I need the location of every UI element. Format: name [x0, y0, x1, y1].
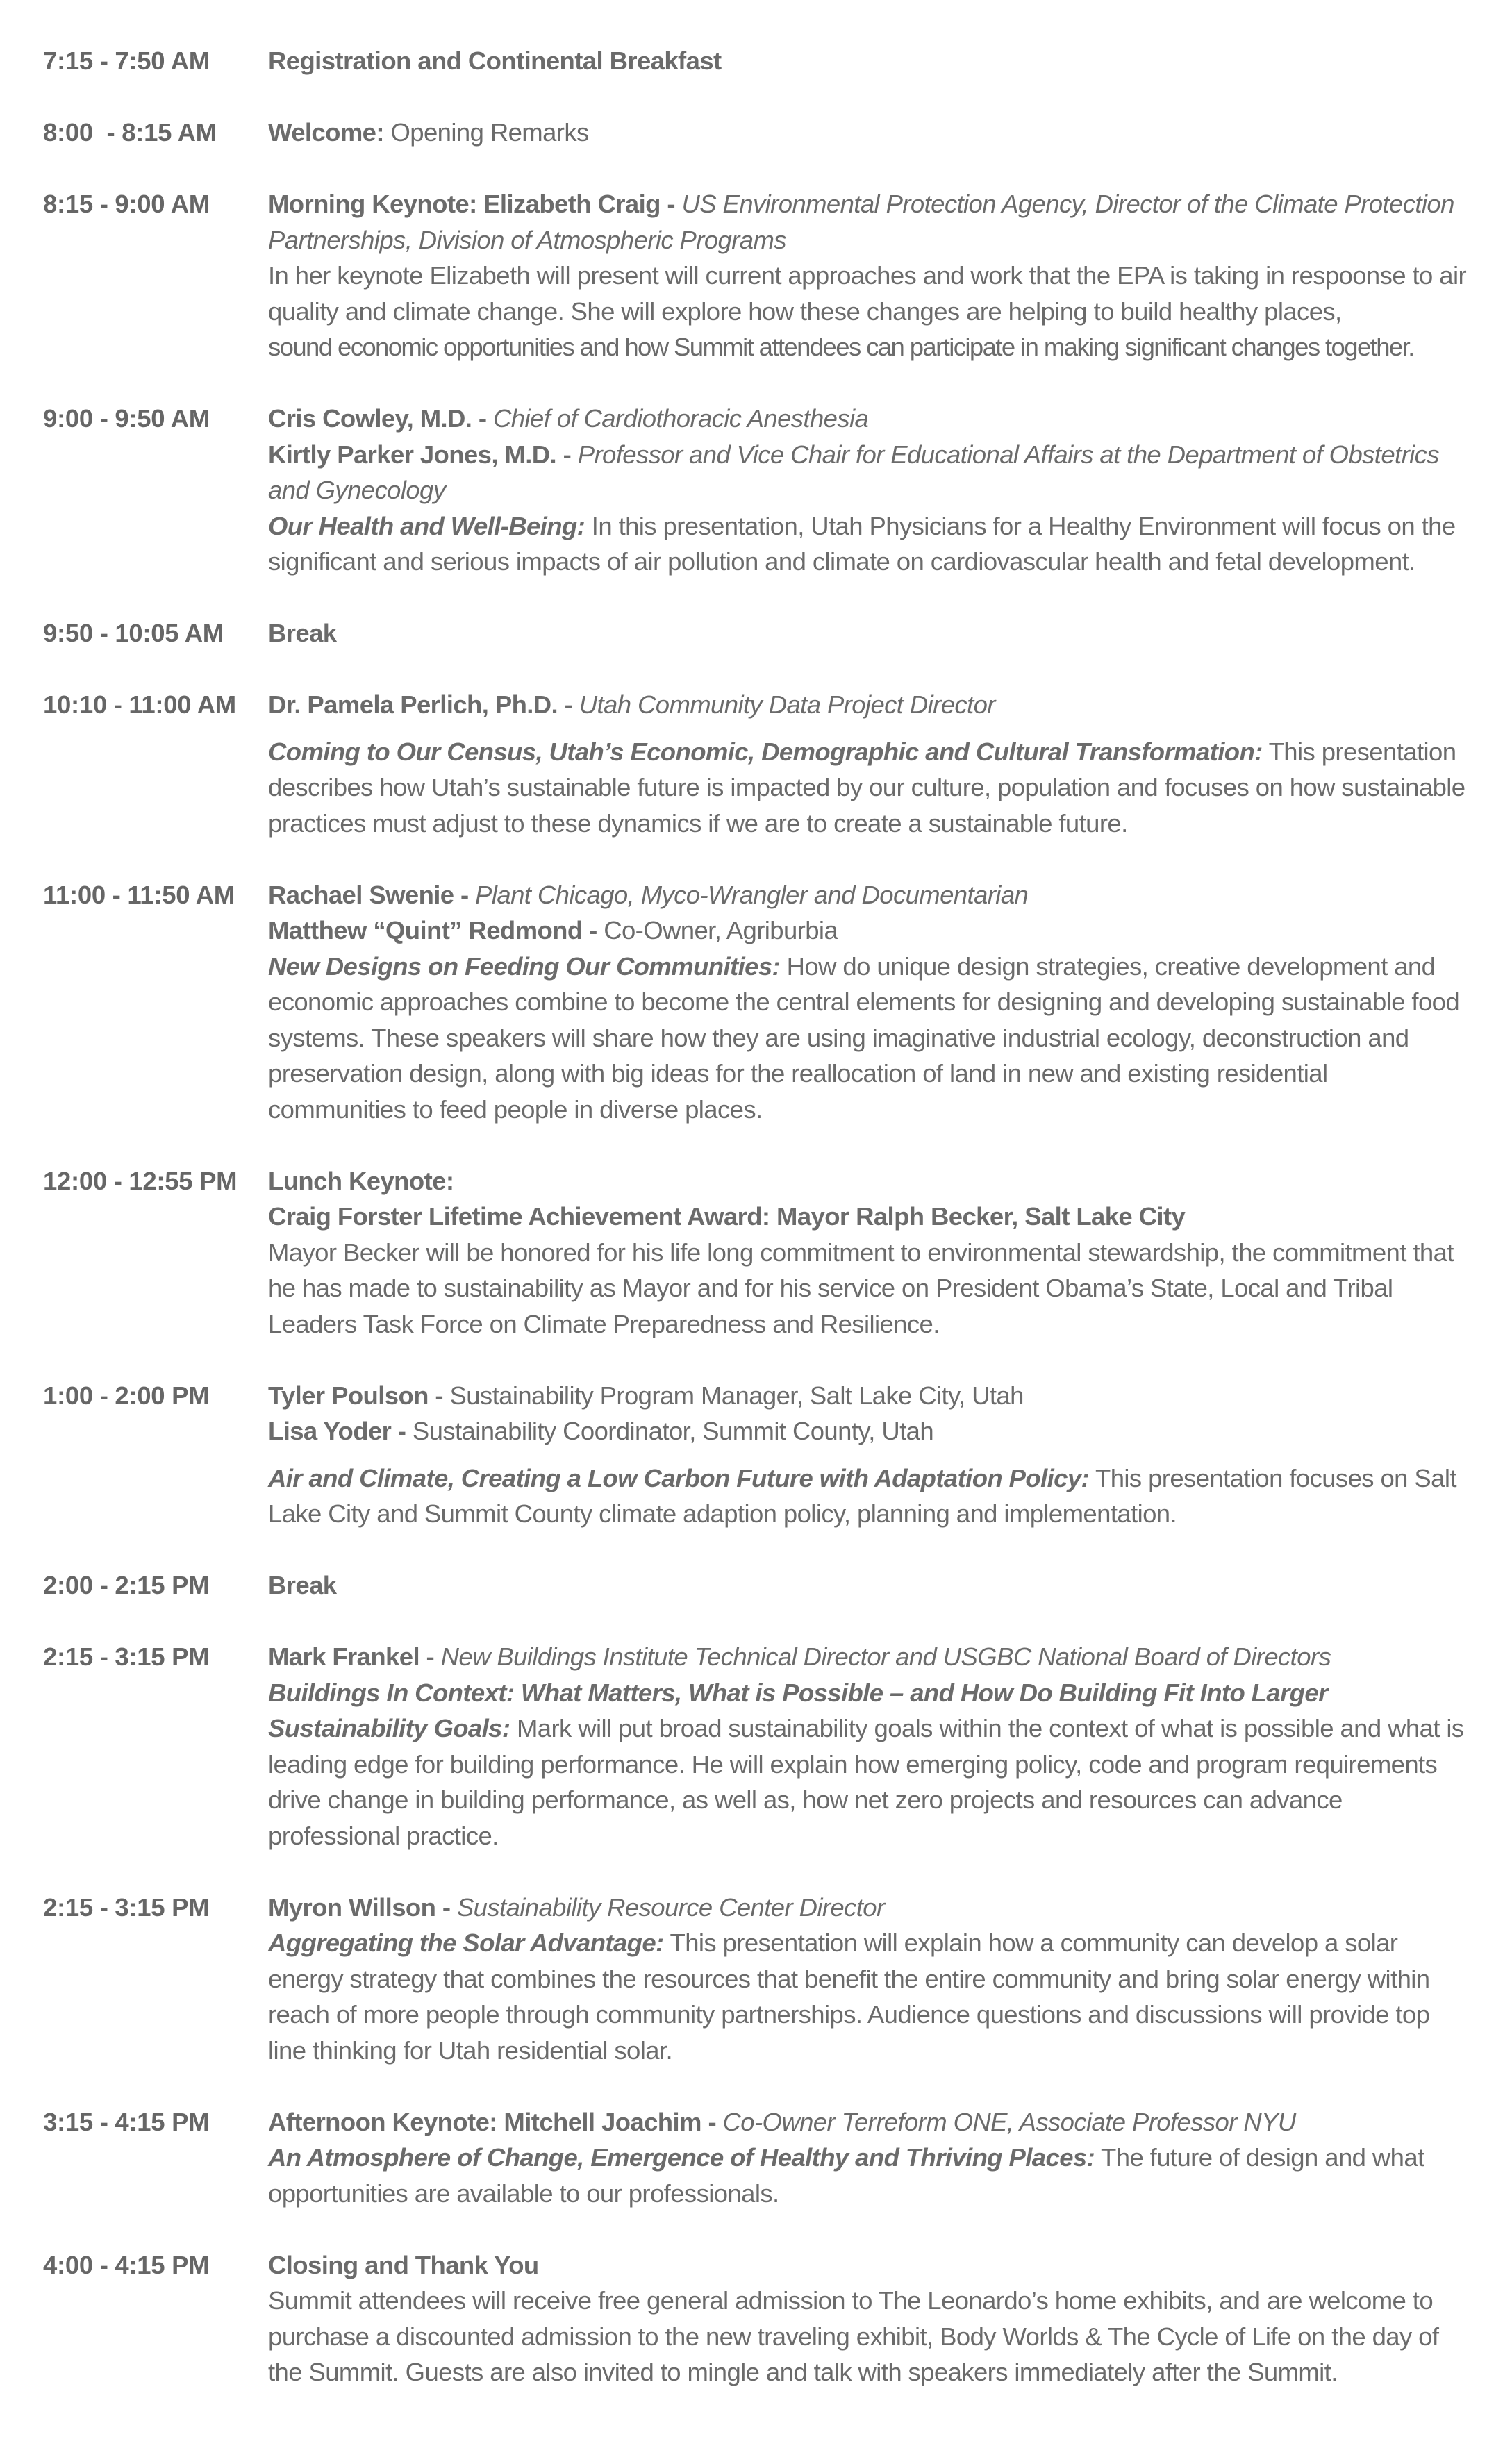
session-content [268, 615, 1467, 651]
session-description: The future of design and what opportunities are available to our professionals. [268, 2143, 1424, 2208]
session-title: Lunch Keynote: [268, 1166, 454, 1195]
session-time: 8:15 - 9:00 AM [43, 190, 210, 218]
speaker-name: Mark Frankel - [268, 1642, 435, 1671]
session-time: 10:10 - 11:00 AM [43, 690, 236, 719]
session-time: 2:15 - 3:15 PM [43, 1642, 210, 1671]
speaker-role: Sustainability Program Manager, Salt Lake City, Utah [449, 1381, 1024, 1410]
speaker-role: Chief of Cardiothoracic Anesthesia [493, 404, 869, 433]
session-topic: Aggregating the Solar Advantage: [268, 1929, 664, 1957]
speaker-role: Co-Owner, Agriburbia [604, 916, 838, 944]
session-time: 3:15 - 4:15 PM [43, 2107, 210, 2136]
speaker-name: Afternoon Keynote: Mitchell Joachim - [268, 2107, 716, 2136]
session-description: In her keynote Elizabeth will present will current approaches and work that the EPA is taking in respoonse to air quality and climate change. She will explore how these changes are helping to build healthy places, [268, 261, 1467, 326]
session-topic: Buildings In Context: What Matters, What is Possible – and How Do Building Fit Into Larger Sustainability Goals: [268, 1678, 1328, 1742]
speaker-name: Morning Keynote: Elizabeth Craig - [268, 190, 675, 218]
speaker-name: Dr. Pamela Perlich, Ph.D. - [268, 690, 573, 719]
session-description: This presentation focuses on Salt Lake City and Summit County climate adaption policy, planning and implementation. [268, 1463, 1456, 1528]
session-topic: New Designs on Feeding Our Communities: [268, 951, 781, 981]
speaker-name: Matthew “Quint” Redmond - [268, 916, 597, 944]
session-title: Closing and Thank You [268, 2250, 539, 2279]
agenda-item [43, 1639, 1467, 1854]
speaker-role: US Environmental Protection Agency, Director of the Climate Protection Partnerships, Division of Atmospheric Programs [268, 190, 1454, 254]
session-content [268, 43, 1467, 79]
session-time: 9:50 - 10:05 AM [43, 619, 224, 647]
agenda-item [43, 43, 1467, 79]
session-description: Summit attendees will receive free general admission to The Leonardo’s home exhibits, and are welcome to purchase a discounted admission to the new traveling exhibit, Body Worlds & The Cycle of Life on the day of the Summit. Guests are also invited to mingle and talk with speakers immediately after the Summit. [268, 2286, 1439, 2386]
session-topic: Coming to Our Census, Utah’s Economic, Demographic and Cultural Transformation: [268, 737, 1263, 766]
speaker-name: Rachael Swenie - [268, 880, 469, 909]
speaker-name: Cris Cowley, M.D. - [268, 404, 487, 433]
agenda-item [43, 1890, 1467, 2069]
session-content [268, 1890, 1467, 2069]
speaker-role: Plant Chicago, Myco-Wrangler and Documentarian [475, 880, 1029, 909]
session-title: Break [268, 1571, 337, 1599]
session-content [268, 1163, 1467, 1342]
session-content [268, 877, 1467, 1128]
agenda-item [43, 1567, 1467, 1604]
agenda-item [43, 115, 1467, 151]
agenda-item [43, 1163, 1467, 1342]
session-time: 7:15 - 7:50 AM [43, 47, 210, 75]
agenda-item [43, 615, 1467, 651]
session-content [268, 115, 1467, 151]
session-time: 11:00 - 11:50 AM [43, 880, 235, 909]
session-time: 12:00 - 12:55 PM [43, 1166, 238, 1195]
agenda-item [43, 401, 1467, 580]
speaker-role: Sustainability Resource Center Director [456, 1892, 885, 1922]
agenda-item [43, 877, 1467, 1128]
speaker-name: Lisa Yoder - [268, 1417, 406, 1445]
session-content [268, 401, 1467, 580]
agenda-item [43, 2104, 1467, 2212]
session-description: This presentation will explain how a community can develop a solar energy strategy that combines the resources that benefit the entire community and bring solar energy within reach of more people through community partnerships. Audience questions and discussions will provide top line thinking for Utah residential solar. [268, 1929, 1430, 2065]
session-time: 4:00 - 4:15 PM [43, 2250, 210, 2279]
session-description: This presentation describes how Utah’s sustainable future is impacted by our culture, population and focuses on how sustainable practices must adjust to these dynamics if we are to create a sustainable future. [268, 737, 1465, 838]
session-time: 2:15 - 3:15 PM [43, 1892, 210, 1922]
session-content [268, 2104, 1467, 2212]
speaker-name: Myron Willson - [268, 1892, 451, 1922]
session-content [268, 186, 1467, 365]
speaker-name: Tyler Poulson - [268, 1381, 443, 1410]
session-topic: Our Health and Well-Being: [268, 511, 585, 540]
agenda-item [43, 186, 1467, 365]
session-description: Mayor Becker will be honored for his life long commitment to environmental stewardship, the commitment that he has made to sustainability as Mayor and for his service on President Obama’s State, Local and Tribal Leaders Task Force on Climate Preparedness and Resilience. [268, 1238, 1454, 1338]
session-title: Break [268, 619, 337, 647]
session-title: Registration and Continental Breakfast [268, 47, 722, 75]
agenda-item [43, 2247, 1467, 2390]
session-time: 9:00 - 9:50 AM [43, 404, 210, 433]
session-content [268, 2247, 1467, 2390]
speaker-role: Sustainability Coordinator, Summit County, Utah [412, 1417, 934, 1445]
speaker-name: Kirtly Parker Jones, M.D. - [268, 440, 572, 469]
agenda-item [43, 687, 1467, 841]
session-title: Welcome: [268, 118, 384, 147]
speaker-role: New Buildings Institute Technical Director and USGBC National Board of Directors [440, 1642, 1331, 1671]
session-content [268, 687, 1467, 841]
session-description: Mark will put broad sustainability goals within the context of what is possible and what is leading edge for building performance. He will explain how emerging policy, code and program requirements drive change in building performance, as well as, how net zero projects and resources can advance professional practice. [268, 1714, 1464, 1850]
session-content [268, 1639, 1467, 1854]
award-title: Craig Forster Lifetime Achievement Award: Mayor Ralph Becker, Salt Lake City [268, 1202, 1186, 1231]
session-content [268, 1567, 1467, 1604]
agenda-item [43, 1378, 1467, 1532]
speaker-role: Utah Community Data Project Director [579, 690, 995, 719]
session-topic: Air and Climate, Creating a Low Carbon Future with Adaptation Policy: [268, 1463, 1090, 1492]
speaker-role: Co-Owner Terreform ONE, Associate Professor NYU [722, 2107, 1296, 2136]
session-description: In this presentation, Utah Physicians for a Healthy Environment will focus on the significant and serious impacts of air pollution and climate on cardiovascular health and fetal development. [268, 511, 1456, 576]
session-topic: An Atmosphere of Change, Emergence of Healthy and Thriving Places: [268, 2143, 1095, 2172]
session-content [268, 1378, 1467, 1532]
agenda-list [43, 43, 1467, 2426]
speaker-role: Professor and Vice Chair for Educational Affairs at the Department of Obstetrics and Gynecology [268, 440, 1439, 504]
session-subtitle: Opening Remarks [390, 118, 589, 147]
session-time: 2:00 - 2:15 PM [43, 1571, 210, 1599]
session-time: 8:00 - 8:15 AM [43, 118, 217, 147]
session-description-tail: sound economic opportunities and how Summit attendees can participate in making significant changes together. [268, 333, 1414, 361]
session-description: How do unique design strategies, creative development and economic approaches combine to become the central elements for designing and developing sustainable food systems. These speakers will share how they are using imaginative industrial ecology, deconstruction and preservation design, along with big ideas for the reallocation of land in new and existing residential communities to feed people in diverse places. [268, 951, 1460, 1124]
session-time: 1:00 - 2:00 PM [43, 1381, 210, 1410]
